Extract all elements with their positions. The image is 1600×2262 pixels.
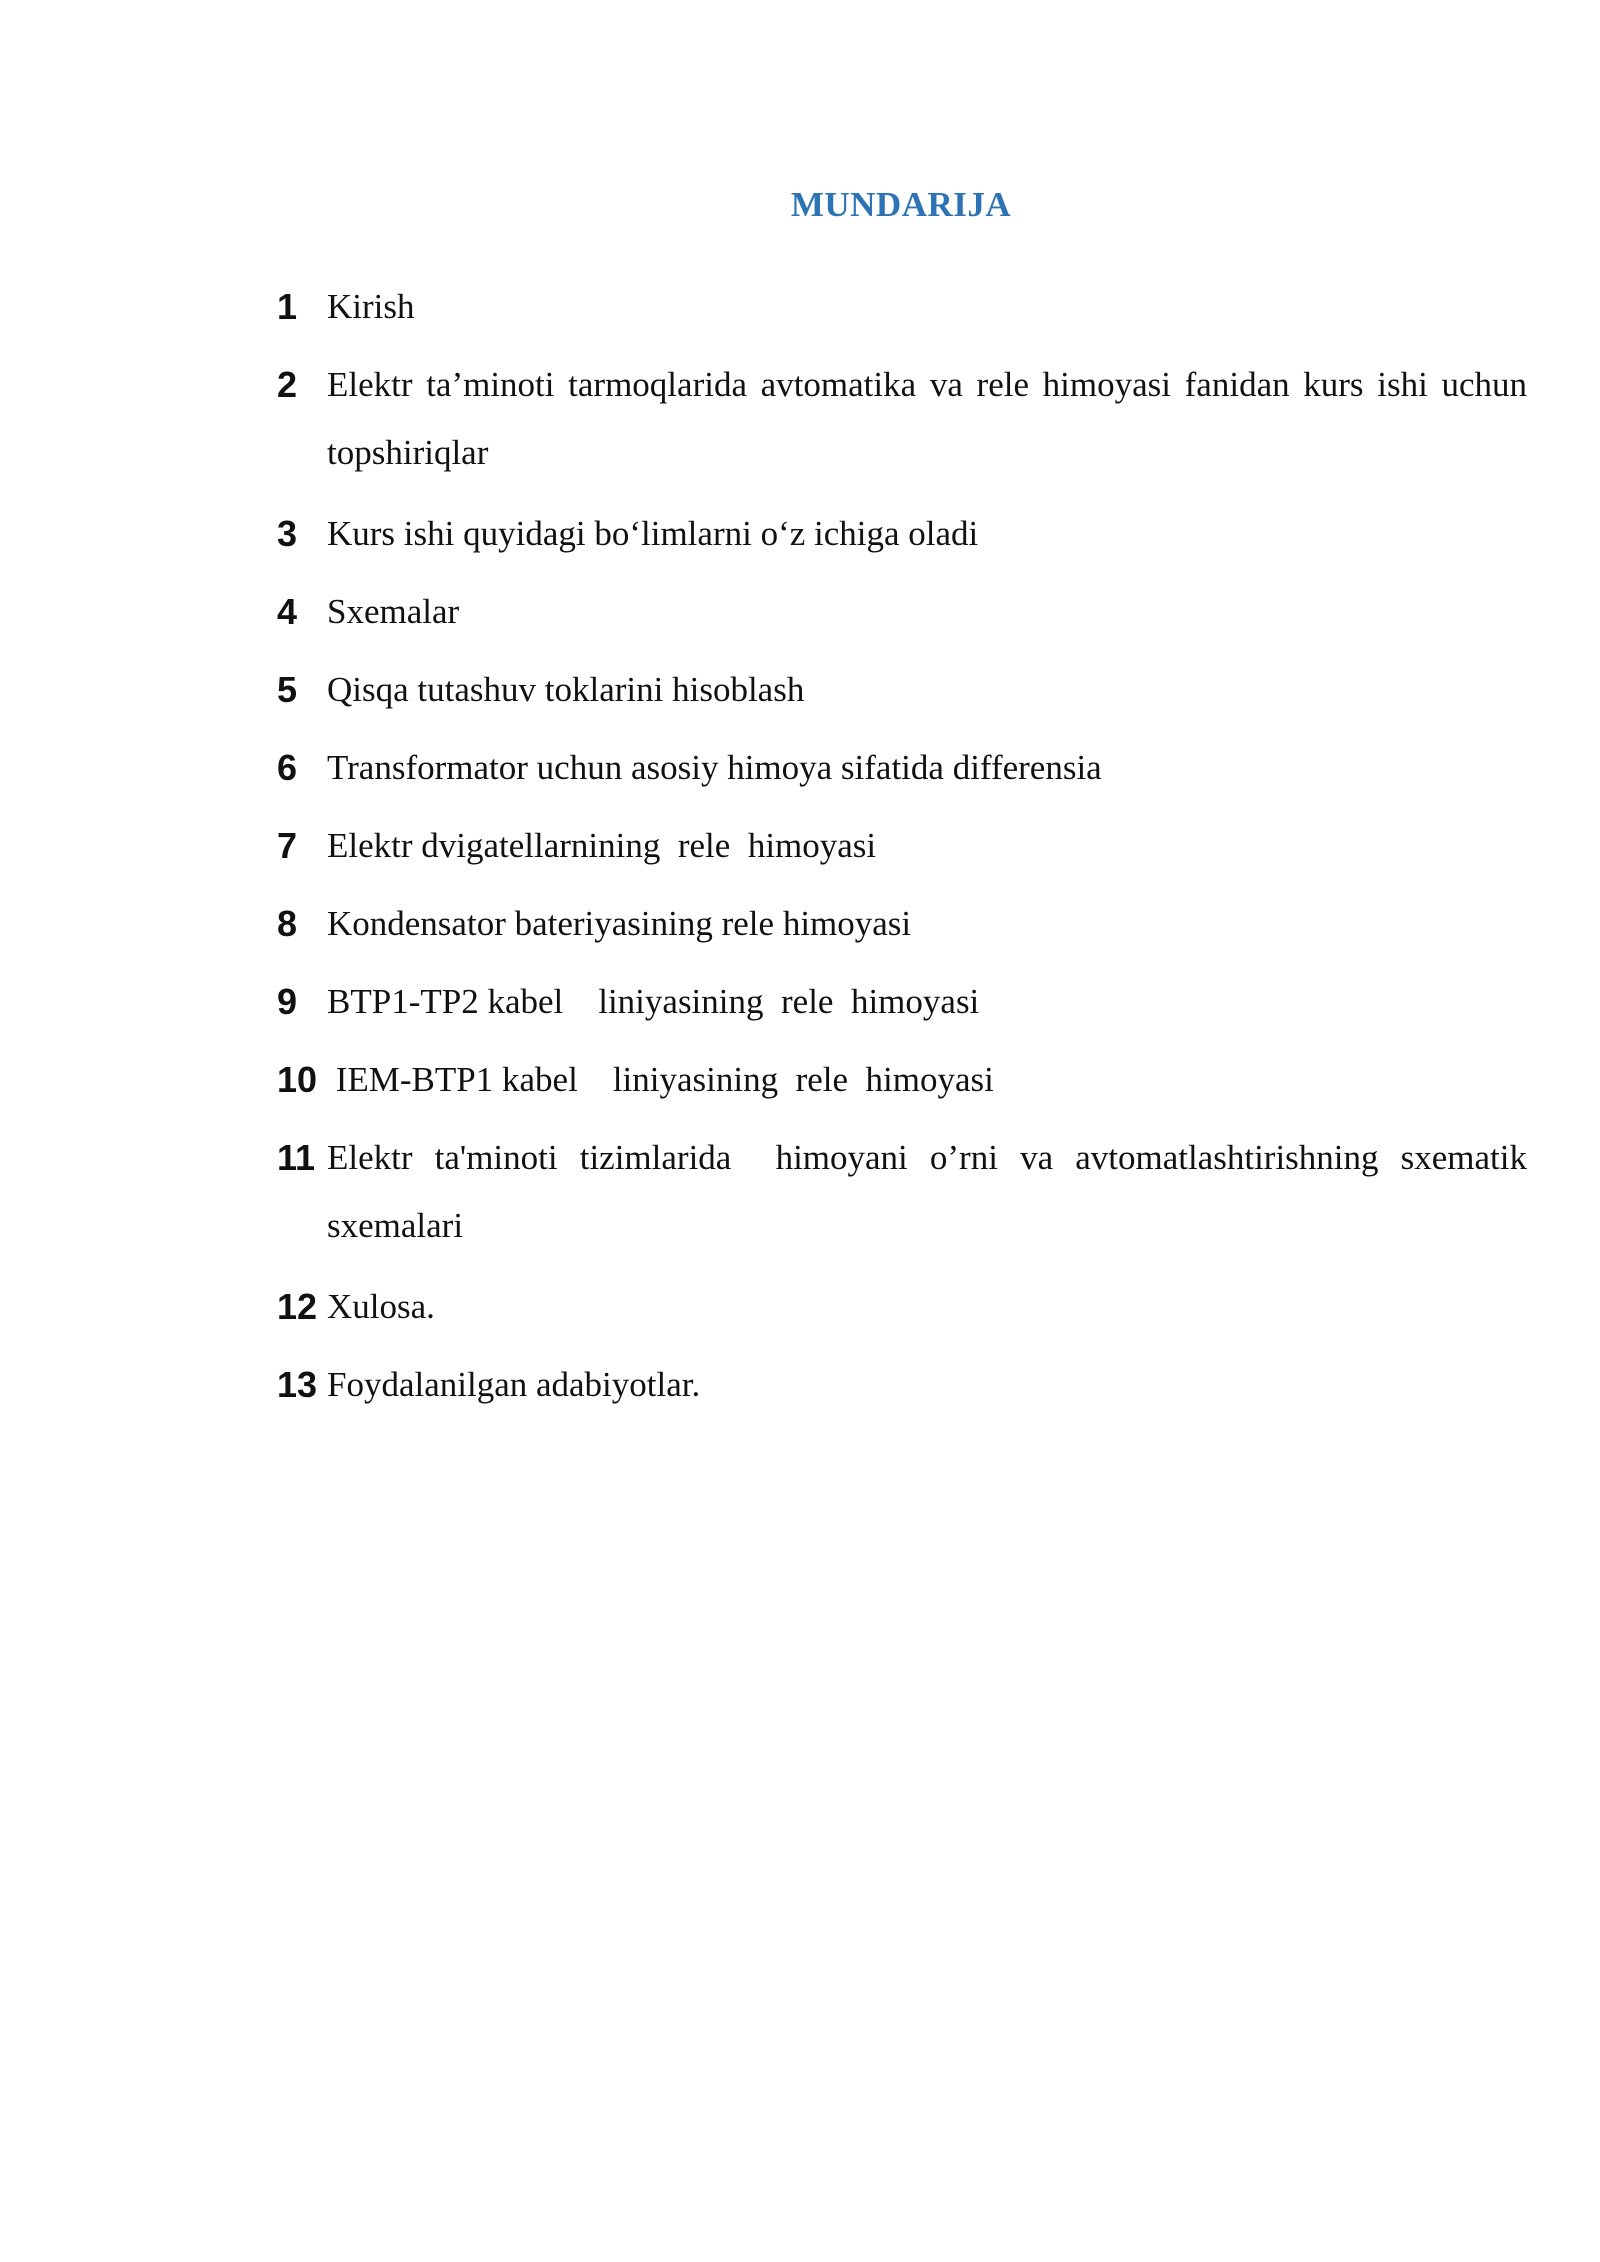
toc-entry [277, 665, 1527, 715]
toc-entry-number: 8 [277, 903, 298, 944]
toc-entry [277, 587, 1527, 637]
toc-entry-number: 11 [277, 1137, 316, 1178]
toc-entry [277, 1282, 1527, 1332]
toc-entry-text: Kirish [327, 287, 415, 326]
toc-entry-number: 1 [277, 286, 298, 327]
toc-entry-number: 4 [277, 591, 298, 632]
toc-entry-text: Foydalanilgan adabiyotlar. [327, 1365, 701, 1404]
toc-entry [277, 977, 1527, 1027]
toc-entry [277, 1055, 1527, 1105]
toc-entry-text: Kondensator bateriyasining rele himoyasi [327, 904, 912, 943]
toc-entry [277, 821, 1527, 871]
toc-entry-text: Elektr ta'minoti tizimlarida himoyani o’rni va avtomatlashtirishning sxematik sxemalari [327, 1138, 1536, 1245]
toc-entry-text: Kurs ishi quyidagi bo‘limlarni o‘z ichiga oladi [327, 514, 979, 553]
toc-entry [277, 360, 1536, 487]
toc-entry-number: 9 [277, 981, 298, 1022]
toc-entry-number: 2 [277, 364, 298, 405]
toc-entry-text: Sxemalar [327, 592, 460, 631]
toc-entry-number: 13 [277, 1364, 318, 1405]
toc-entry [277, 1360, 1527, 1410]
toc-entry [277, 899, 1527, 949]
toc-entry [277, 743, 1527, 793]
toc-entry-text: Qisqa tutashuv toklarini hisoblash [327, 670, 805, 709]
toc-entry [277, 509, 1527, 559]
toc-entry [277, 1133, 1536, 1260]
toc-entry-text: Xulosa. [327, 1287, 435, 1326]
toc-entry-text: IEM-BTP1 kabel liniyasining rele himoyasi [327, 1060, 994, 1099]
table-of-contents [277, 282, 1536, 1438]
toc-entry-number: 12 [277, 1286, 318, 1327]
toc-entry-number: 3 [277, 513, 298, 554]
toc-entry-text: Transformator uchun asosiy himoya sifatida differensia [327, 748, 1102, 787]
page-title: MUNDARIJA [790, 185, 1012, 224]
toc-entry-number: 6 [277, 747, 298, 788]
toc-entry-number: 10 [277, 1059, 318, 1100]
toc-entry-number: 5 [277, 669, 298, 710]
toc-entry-text: Elektr ta’minoti tarmoqlarida avtomatika va rele himoyasi fanidan kurs ishi uchun topshiriqlar [327, 365, 1536, 472]
toc-entry-number: 7 [277, 825, 298, 866]
toc-entry-text: Elektr dvigatellarnining rele himoyasi [327, 826, 877, 865]
toc-entry-text: BTP1-TP2 kabel liniyasining rele himoyasi [327, 982, 980, 1021]
toc-entry [277, 282, 1527, 332]
